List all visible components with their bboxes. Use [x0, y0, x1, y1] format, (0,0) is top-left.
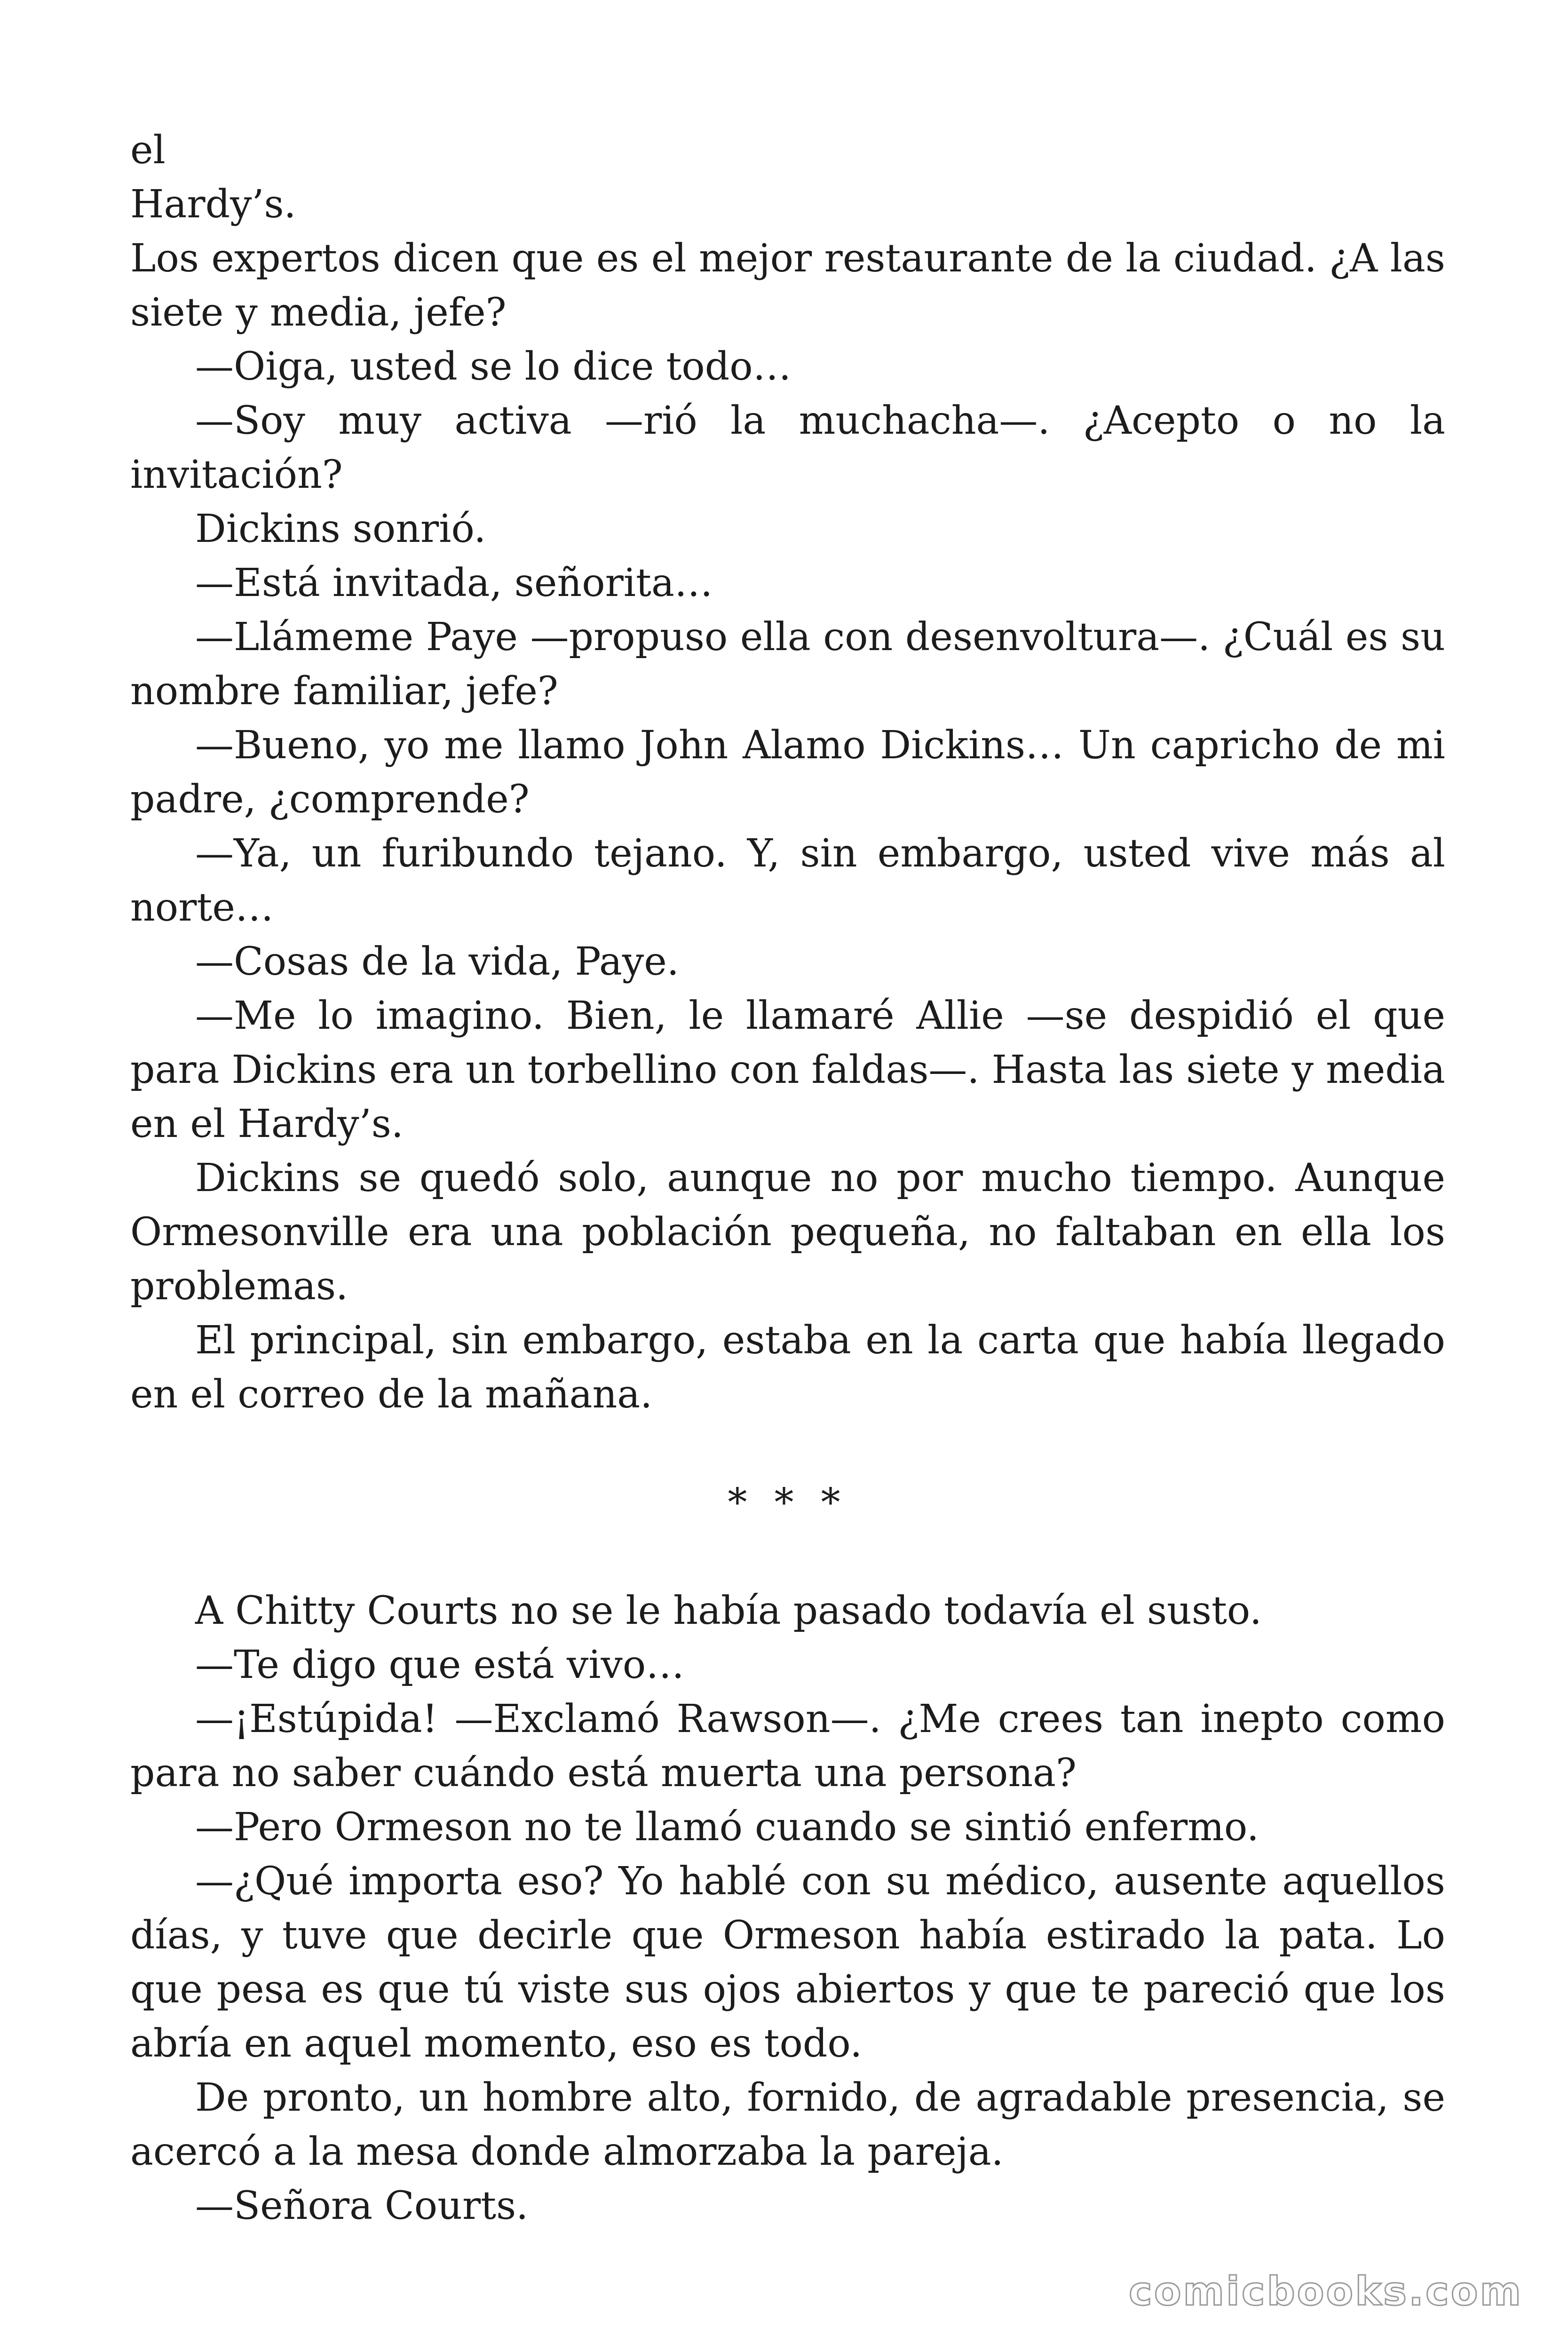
paragraph: —Ya, un furibundo tejano. Y, sin embargo, usted vive más al norte…: [130, 831, 1445, 930]
paragraph: A Chitty Courts no se le había pasado todavía el susto.: [195, 1589, 1262, 1633]
paragraph: —Me lo imagino. Bien, le llamaré Allie —se despidió el que para Dickins era un torbellino con faldas—. Hasta las siete y media en el Hardy’s.: [130, 993, 1445, 1146]
paragraph: —Señora Courts.: [195, 2184, 529, 2228]
paragraph: el: [130, 128, 166, 173]
section-break: * * *: [728, 1480, 848, 1525]
paragraph: —¿Qué importa eso? Yo hablé con su médico, ausente aquellos días, y tuve que decirle que Ormeson había estirado la pata. Lo que pesa es que tú viste sus ojos abiertos y que te pareció que los abría en aquel momento, eso es todo.: [130, 1859, 1445, 2066]
paragraph: Los expertos dicen que es el mejor restaurante de la ciudad. ¿A las siete y media, jefe?: [130, 236, 1445, 335]
paragraph: —Cosas de la vida, Paye.: [195, 939, 679, 984]
paragraph: —Pero Ormeson no te llamó cuando se sintió enfermo.: [195, 1805, 1259, 1850]
paragraph: De pronto, un hombre alto, fornido, de agradable presencia, se acercó a la mesa donde almorzaba la pareja.: [130, 2075, 1445, 2174]
paragraph: —Oiga, usted se lo dice todo…: [195, 344, 792, 389]
body-text: [130, 123, 1445, 2233]
paragraph: —¡Estúpida! —Exclamó Rawson—. ¿Me crees tan inepto como para no saber cuándo está muerta una persona?: [130, 1697, 1445, 1796]
paragraph: —Soy muy activa —rió la muchacha—. ¿Acepto o no la invitación?: [130, 398, 1445, 497]
paragraph: Dickins sonrió.: [195, 507, 486, 551]
paragraph: El principal, sin embargo, estaba en la carta que había llegado en el correo de la mañana.: [130, 1318, 1445, 1417]
paragraph: —Bueno, yo me llamo John Alamo Dickins… Un capricho de mi padre, ¿comprende?: [130, 723, 1445, 822]
paragraph: Hardy’s.: [130, 182, 296, 227]
paragraph: —Está invitada, señorita…: [195, 561, 713, 605]
paragraph: Dickins se quedó solo, aunque no por mucho tiempo. Aunque Ormesonville era una población pequeña, no faltaban en ella los problemas.: [130, 1156, 1445, 1309]
watermark: comicbooks.com: [1129, 2268, 1523, 2314]
paragraph: —Llámeme Paye —propuso ella con desenvoltura—. ¿Cuál es su nombre familiar, jefe?: [130, 615, 1445, 714]
paragraph: —Te digo que está vivo…: [195, 1643, 685, 1687]
